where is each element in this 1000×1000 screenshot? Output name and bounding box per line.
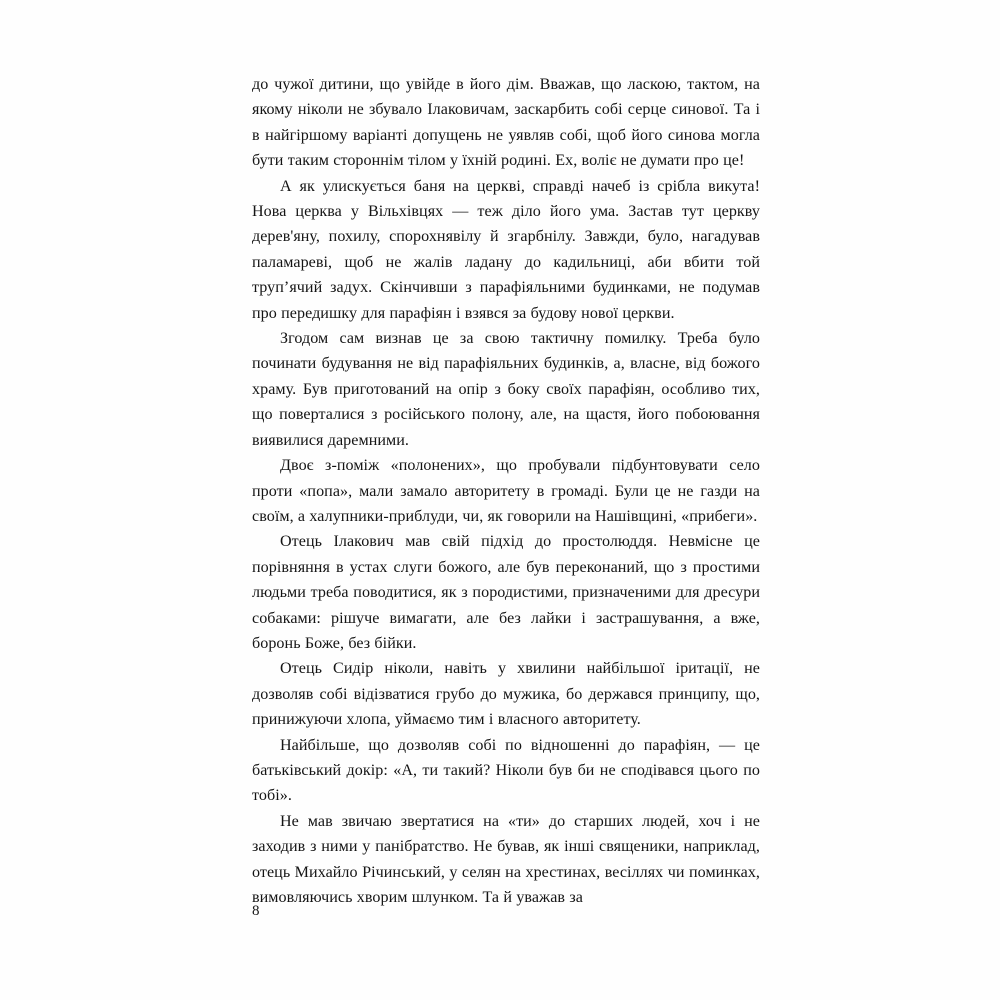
body-text-column bbox=[252, 72, 760, 910]
paragraph: до чужої дитини, що увійде в його дім. Вважав, що ласкою, тактом, на якому ніколи не збувало Ілаковичам, заскарбить собі серце синової. Та і в найгіршому варіанті допущень не уявляв собі, щоб його синова могла бути таким стороннім тілом у їхній родині. Ех, воліє не думати про це! bbox=[252, 76, 760, 170]
page-number: 8 bbox=[252, 903, 260, 919]
paragraph: Згодом сам визнав це за свою тактичну помилку. Треба було починати будування не від парафіяльних будинків, а, власне, від божого храму. Був приготований на опір з боку своїх парафіян, особливо тих, що поверталися з російського полону, але, на щастя, його побоювання виявилися даремними. bbox=[252, 330, 760, 449]
paragraph: Двоє з-поміж «полонених», що пробували підбунтовувати село проти «попа», мали замало авторитету в громаді. Були це не газди на своїм, а халупники-приблуди, чи, як говорили на Нашівщині, «прибеги». bbox=[252, 457, 760, 525]
paragraph: Отець Сидір ніколи, навіть у хвилини найбільшої іритації, не дозволяв собі відізватися грубо до мужика, бо держався принципу, що, принижуючи хлопа, уймаємо тим і власного авторитету. bbox=[252, 660, 760, 729]
paragraph: Не мав звичаю звертатися на «ти» до старших людей, хоч і не заходив з ними у панібратство. Не бував, як інші священики, наприклад, отець Михайло Річинський, у селян на хрестинах, весіллях чи поминках, вимовляючись хворим шлунком. Та й уважав за bbox=[252, 812, 760, 906]
paragraph: А як улискується баня на церкві, справді начеб із срібла викута! Нова церква у Вільхівцях — теж діло його ума. Застав тут церкву дерев'яну, похилу, спорохнявілу й згарбнілу. Завжди, було, нагадував паламареві, щоб не жалів ладану до кадильниці, аби вбити той трупʼячий задух. Скінчивши з парафіяльними будинками, не подумав про передишку для парафіян і взявся за будову нової церкви. bbox=[252, 177, 760, 322]
paragraph: Найбільше, що дозволяв собі по відношенні до парафіян, — це батьківський докір: «А, ти такий? Ніколи був би не сподівався цього по тобі». bbox=[252, 736, 760, 805]
paragraph: Отець Ілакович мав свій підхід до простолюддя. Невмісне це порівняння в устах слуги божого, але був переконаний, що з простими людьми треба поводитися, як з породистими, призначеними для дресури собаками: рішуче вимагати, але без лайки і застрашування, а вже, боронь Боже, без бійки. bbox=[252, 533, 760, 652]
